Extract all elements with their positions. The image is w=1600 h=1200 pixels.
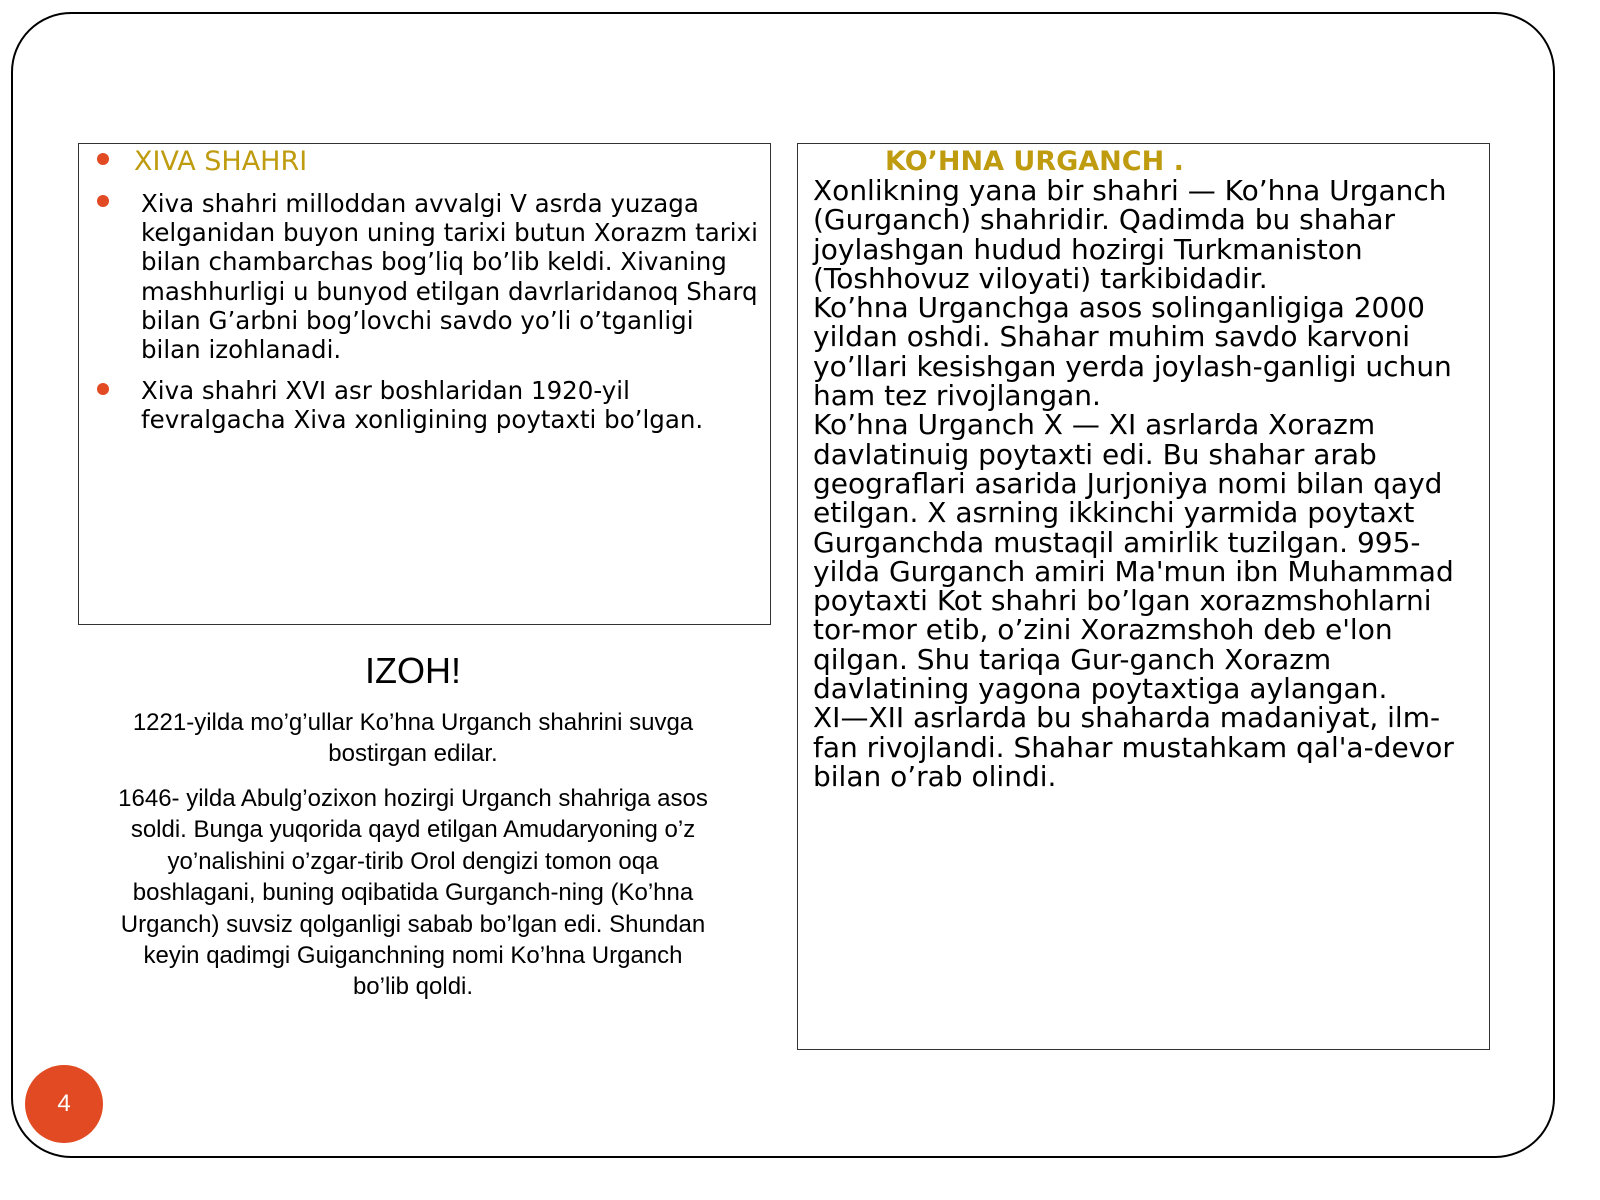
bullet-dot <box>97 153 109 165</box>
urganch-paragraph-4: XI—XII asrlarda bu shaharda madaniyat, ilm-fan rivojlandi. Shahar mustahkam qal'a-devor bilan o’rab olindi. <box>813 701 1454 793</box>
izoh-title: IZOH! <box>365 650 461 691</box>
urganch-body <box>813 176 1473 791</box>
izoh-paragraph-2: 1646- yilda Abulg’ozixon hozirgi Urganch shahriga asos soldi. Bunga yuqorida qayd etilgan Amudaryoning o’z yo’nalishini o’zgar-tirib Orol dengizi tomon oqa boshlagani, buning oqibatida Gurganch-ning (Ko’hna Urganch) suvsiz qolganligi sabab bo’lgan edi. Shundan keyin qadimgi Guiganchning nomi Ko’hna Urganch bo’lib qoldi. <box>118 785 708 1001</box>
urganch-paragraph-3: Ko’hna Urganch X — XI asrlarda Xorazm davlatinuig poytaxti edi. Bu shahar arab geograflari asarida Jurjoniya nomi bilan qayd etilgan. X asrning ikkinchi yarmida poytaxt Gurganchda mustaqil amirlik tuzilgan. 995-yilda Gurganch amiri Ma'mun ibn Muhammad poytaxti Kot shahri bo’lgan xorazmshohlarni tor-mor etib, o’zini Xorazmshoh deb e'lon qilgan. Shu tariqa Gur-ganch Xorazm davlatining yagona poytaxtiga aylangan. <box>813 408 1454 706</box>
xiva-title: XIVA SHAHRI <box>134 146 308 177</box>
xiva-bullet-list <box>141 189 761 435</box>
urganch-paragraph-1: Xonlikning yana bir shahri — Ko’hna Urganch (Gurganch) shahridir. Qadimda bu shahar joylashgan hudud hozirgi Turkmaniston (Toshhovuz viloyati) tarkibidadir. <box>813 174 1447 295</box>
urganch-title: KO’HNA URGANCH . <box>885 146 1184 177</box>
page-number-badge: 4 <box>25 1065 103 1143</box>
izoh-paragraph-1: 1221-yilda mo’g’ullar Ko’hna Urganch shahrini suvga bostirgan edilar. <box>132 709 694 768</box>
xiva-bullet-2: Xiva shahri XVI asr boshlaridan 1920-yil fevralgacha Xiva xonligining poytaxti bo’lgan. <box>141 376 704 435</box>
xiva-bullet-1: Xiva shahri milloddan avvalgi V asrda yuzaga kelganidan buyon uning tarixi butun Xorazm tarixi bilan chambarchas bog’liq bo’lib keldi. Xivaning mashhurligi u bunyod etilgan davrlaridanoq Sharq bilan G’arbni bog’lovchi savdo yo’li o’tganligi bilan izohlanadi. <box>141 189 758 365</box>
bullet-dot <box>97 195 109 207</box>
urganch-paragraph-2: Ko’hna Urganchga asos solinganligiga 2000 yildan oshdi. Shahar muhim savdo karvoni yo’llari kesishgan yerda joylash-ganligi uchun ham tez rivojlangan. <box>813 291 1452 413</box>
bullet-dot <box>97 383 109 395</box>
